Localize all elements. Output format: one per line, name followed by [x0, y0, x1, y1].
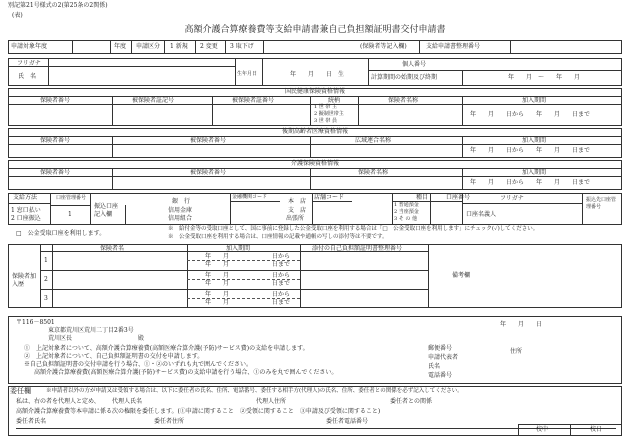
- bank-type-shinkin[interactable]: 信用金庫: [168, 207, 193, 214]
- proxy-line2: 高額介護合算療養費等本申請に係る次の権限を委任します。(①申請に関すること ②受領に関すること ③申請及び受領に関すること): [16, 408, 381, 415]
- year-unit: 年度: [114, 43, 127, 50]
- app-no-label: 支給申請書整理番号: [426, 43, 481, 50]
- history-from-ym[interactable]: 年 月: [205, 272, 230, 279]
- elderly-insurer-no-label: 保険者番号: [40, 137, 71, 144]
- personal-no-label: 個人番号: [402, 61, 427, 68]
- bank-type-bank[interactable]: 銀 行: [172, 198, 191, 205]
- holder-label: 口座名義人: [466, 211, 497, 218]
- insurer-entry-label: (保険者等記入欄): [360, 43, 407, 50]
- care-card-no-label: 被保険者番号: [190, 169, 227, 176]
- branch-code-label: 店舗コード: [314, 194, 345, 201]
- period-label: 計算期間の始期及び終期: [371, 74, 438, 81]
- target-year-input[interactable]: [76, 41, 108, 53]
- history-to: 日まで: [272, 280, 291, 287]
- birth-date[interactable]: 年 月 日 生: [290, 71, 345, 78]
- statement-note2: 高額介護合算療養費(高額医療合算介護(予防)サービス費)の支給申請を行う場合、①のみを丸で囲んでください。: [34, 369, 338, 376]
- furigana-label: フリガナ: [17, 60, 41, 67]
- care-section-title: 介護保険資格情報: [290, 160, 339, 167]
- proxy-agent-addr-label: 代理人住所: [256, 398, 287, 405]
- account-type-ordinary[interactable]: 1 普通預金: [394, 202, 419, 208]
- category-change[interactable]: 2 変更: [200, 43, 218, 50]
- category-label: 申請区分: [136, 43, 161, 50]
- nhi-period-label: 加入期間: [522, 97, 547, 104]
- personal-no-input[interactable]: [464, 59, 620, 69]
- bank-type-kumiai[interactable]: 信用組合: [168, 215, 193, 222]
- history-block: [8, 244, 622, 308]
- nhi-relation-label: 続柄: [328, 97, 341, 104]
- proxy-del-phone-label: 委任者電話番号: [326, 418, 369, 425]
- public-account-note2: ※ 公金受取口座を利用する場合は、口座情報の記載や通帳の写しの添付等は不要です。: [168, 234, 388, 240]
- inst-code-label: 金融機関コード: [232, 194, 268, 200]
- name-input[interactable]: [50, 68, 233, 84]
- nhi-insurer-no-label: 保険者番号: [40, 97, 71, 104]
- office-address: 東京都荒川区荒川二丁目2番3号: [48, 327, 134, 334]
- elderly-period-value[interactable]: 年 月 日から 年 月 日まで: [470, 147, 591, 154]
- category-new[interactable]: 1 新規: [170, 43, 188, 50]
- elderly-union-label: 広域連合名称: [355, 137, 392, 144]
- applicant-address-label: 住所: [510, 348, 523, 355]
- statement-2[interactable]: ② 上記対象者について、自己負担額証明書の交付を申請します。: [24, 353, 204, 360]
- history-to: 日まで: [272, 299, 291, 306]
- office-zip: 〒116－8501: [16, 319, 55, 326]
- form-side: (表): [12, 12, 23, 19]
- mayor-label: 荒川区長: [48, 335, 73, 342]
- history-from-ym[interactable]: 年 月: [205, 253, 230, 260]
- care-insurer-name-label: 保険者名称: [358, 169, 389, 176]
- holder-input[interactable]: [500, 205, 580, 223]
- target-year-label: 申請対象年度: [11, 43, 48, 50]
- app-no-input[interactable]: [512, 41, 620, 53]
- public-account-checkbox[interactable]: □ 公金受取口座を利用します。: [16, 230, 106, 237]
- furigana-input[interactable]: [50, 59, 233, 66]
- category-withdraw[interactable]: 3 取下げ: [230, 43, 254, 50]
- branch-branch[interactable]: 支 店: [288, 207, 307, 214]
- account-mgmt-value: 1: [68, 211, 72, 218]
- history-row-no: 2: [44, 276, 48, 283]
- proxy-title: 委任欄: [10, 387, 31, 395]
- birth-label: 生年月日: [237, 71, 258, 77]
- nhi-period-value[interactable]: 年 月 日から 年 月 日まで: [470, 111, 591, 118]
- history-cert-label: 添付の自己負担額証明書整理番号: [312, 245, 403, 252]
- care-insurer-no-label: 保険者番号: [40, 169, 71, 176]
- nhi-section-title: 国民健康保険資格情報: [284, 88, 345, 95]
- branch-main[interactable]: 本 店: [288, 198, 307, 205]
- history-label: 保険者加入歴: [12, 273, 37, 288]
- history-from: 日から: [272, 291, 291, 298]
- proxy-line1: 私は、右の者を代理人と定め、: [16, 398, 100, 405]
- history-insurer-label: 保険者名: [100, 245, 125, 252]
- account-mgmt-label: 口座管理番号: [56, 195, 87, 201]
- proxy-delegator-label: 委任者氏名: [16, 418, 47, 425]
- account-type-current[interactable]: 2 当座預金: [394, 209, 419, 215]
- account-type-label: 種目: [416, 194, 429, 201]
- applicant-label: 申請代表者: [428, 354, 459, 361]
- elderly-card-no-label: 被保険者番号: [190, 137, 227, 144]
- account-type-other[interactable]: 3 そ の 他: [394, 216, 417, 222]
- page-title: 高額介護合算療養費等支給申請書兼自己負担額証明書交付申請書: [184, 25, 446, 35]
- pay-method-transfer[interactable]: 2 口座振込: [11, 215, 41, 222]
- zipcode-label: 郵便番号: [428, 345, 453, 352]
- history-to-ym[interactable]: 年 月: [205, 261, 230, 268]
- nhi-card-no-label: 被保険者証番号: [232, 97, 275, 104]
- history-from-ym[interactable]: 年 月: [205, 291, 230, 298]
- proxy-check2: 校日: [590, 426, 603, 433]
- history-to-ym[interactable]: 年 月: [205, 299, 230, 306]
- nhi-relation-3[interactable]: 3 世 帯 員: [314, 118, 337, 124]
- statement-1[interactable]: ① 上記対象者について、高額介護合算療養費(高額医療合算介護(予防)サービス費)の支給を申請します。: [24, 345, 309, 352]
- history-from: 日から: [272, 272, 291, 279]
- history-to-ym[interactable]: 年 月: [205, 280, 230, 287]
- proxy-note: ※申請者以外の方が申請又は受領する場合は、以下に委任者の氏名、住所、電話番号、委任する相手方(代理人)の氏名、住所、委任者との関係を必ず記入してください。: [46, 388, 463, 394]
- period-range[interactable]: 年 月 〜 年 月: [508, 74, 581, 81]
- pay-method-label: 支給方法: [13, 194, 38, 201]
- branch-office[interactable]: 出張所: [286, 215, 305, 222]
- nhi-relation-1[interactable]: 1 世 帯 主: [314, 104, 337, 110]
- applicant-name-label: 氏名: [428, 363, 441, 370]
- transfer-label: 振込口座記入欄: [94, 203, 119, 218]
- care-period-label: 加入期間: [522, 169, 547, 176]
- nhi-insurer-name-label: 保険者名称: [388, 97, 419, 104]
- proxy-rel-label: 委任者との関係: [390, 398, 433, 405]
- dest-mgmt-label: 振込先口座管理番号: [586, 197, 617, 210]
- statement-date[interactable]: 年 月 日: [500, 321, 543, 328]
- public-account-note1: ※ 給付金等の受取口座として、国に事前に登録した公金受取口座を利用する場合は「□ 公金受取口座を利用します」にチェック(✓)してください。: [168, 226, 539, 232]
- statement-note: ※自己負担額証明書の交付申請を行う場合、①・②のいずれも丸で囲んでください。: [24, 361, 253, 368]
- proxy-check1: 校中: [536, 426, 549, 433]
- acct-no-label: 口座番号: [446, 194, 471, 201]
- history-row-no: 1: [44, 257, 48, 264]
- nhi-relation-2[interactable]: 2 擬制世帯主: [314, 111, 344, 117]
- pay-method-window[interactable]: 1 窓口払い: [11, 207, 41, 214]
- history-row-no: 3: [44, 295, 48, 302]
- applicant-phone-label: 電話番号: [428, 372, 453, 379]
- nhi-symbol-label: 被保険者証記号: [132, 97, 175, 104]
- proxy-del-addr-label: 委任者住所: [154, 418, 185, 425]
- elderly-period-label: 加入期間: [522, 137, 547, 144]
- name-label: 氏 名: [18, 73, 37, 80]
- care-period-value[interactable]: 年 月 日から 年 月 日まで: [470, 179, 591, 186]
- holder-furigana-label: フリガナ: [500, 195, 524, 202]
- history-to: 日まで: [272, 261, 291, 268]
- history-notes-label: 備考欄: [452, 272, 471, 279]
- elderly-section-title: 後期高齢者医療資格情報: [281, 128, 348, 135]
- proxy-agent-label: 代理人氏名: [112, 398, 143, 405]
- history-from: 日から: [272, 253, 291, 260]
- form-number: 別記第21号様式の2(第25条の2関係): [8, 2, 108, 9]
- history-period-label: 加入期間: [226, 245, 251, 252]
- dono-label: 殿: [138, 335, 145, 342]
